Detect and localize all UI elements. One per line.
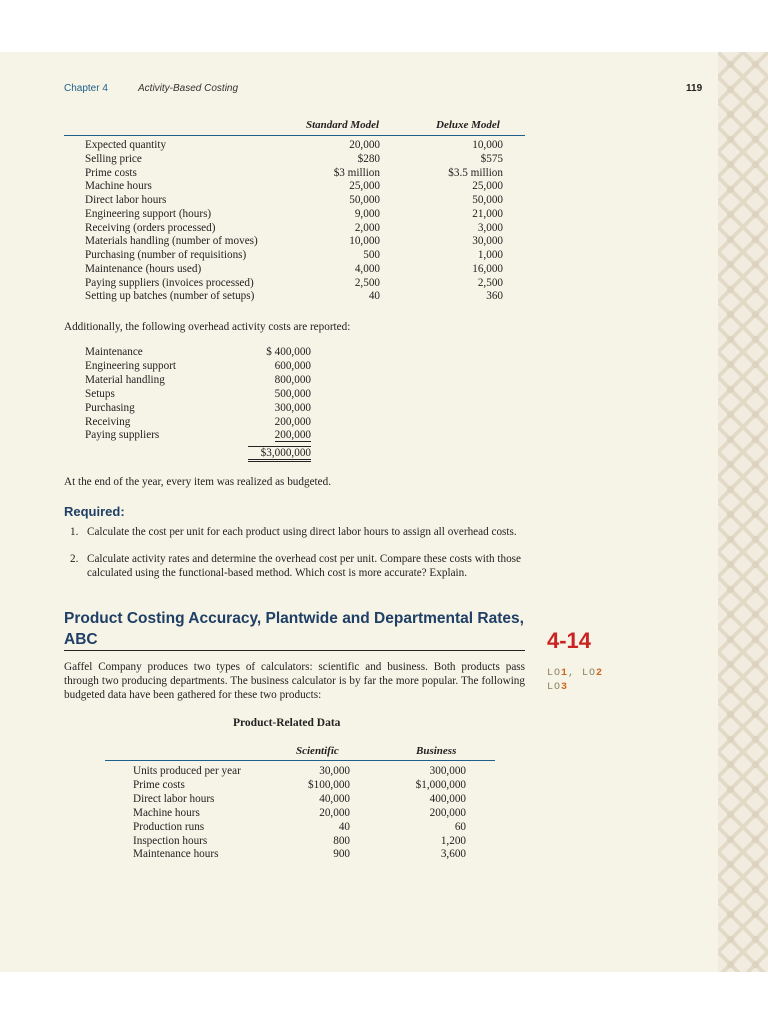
table-header-rule: [105, 760, 495, 761]
table-title: Product-Related Data: [233, 717, 341, 729]
learning-objectives-line-2: [547, 682, 568, 693]
overhead-label: Engineering support: [85, 359, 177, 372]
table-row: [85, 249, 505, 263]
overhead-row: [85, 346, 311, 360]
overhead-value: 800,000: [274, 373, 311, 386]
overhead-label: Maintenance: [85, 346, 143, 358]
table-row: [85, 194, 505, 208]
table-row: [85, 180, 505, 194]
required-item-text: Calculate the cost per unit for each product using direct labor hours to assign all overhead costs.: [87, 526, 517, 538]
required-item-2: [70, 552, 520, 594]
table-row: [133, 793, 468, 807]
overhead-total: $3,000,000: [248, 446, 311, 462]
required-item-text: Calculate activity rates and determine the overhead cost per unit. Compare these costs with those calculated using the functional-based method. Which cost is more accurate? Explain.: [87, 553, 521, 579]
required-item-1: [70, 525, 520, 553]
table-row: [85, 290, 505, 304]
overhead-value: $ 400,000: [266, 346, 311, 358]
row-label: Expected quantity: [85, 139, 167, 151]
row-label: Maintenance (hours used): [85, 262, 202, 275]
scientific-value: 800: [333, 834, 350, 847]
row-label: Machine hours: [85, 180, 152, 193]
overhead-row: [85, 429, 311, 443]
column-header-scientific: Scientific: [296, 745, 339, 757]
problem-number: 4-14: [547, 628, 592, 653]
row-label: Receiving (orders processed): [85, 221, 216, 234]
standard-value: $3 million: [333, 166, 380, 179]
deluxe-value: $575: [480, 152, 503, 165]
business-value: 400,000: [429, 792, 466, 805]
row-label: Selling price: [85, 152, 142, 165]
lo-prefix: LO: [547, 668, 562, 679]
overhead-label: Purchasing: [85, 401, 135, 414]
table-row: [133, 779, 468, 793]
book-page: [0, 52, 768, 972]
standard-value: $280: [357, 152, 380, 165]
learning-objectives-line-1: [547, 668, 603, 679]
column-header-business: Business: [416, 745, 457, 757]
table-row: [133, 765, 468, 779]
overhead-label: Receiving: [85, 415, 131, 428]
standard-value: 500: [363, 249, 380, 261]
table-row: [85, 222, 505, 236]
overhead-label: Paying suppliers: [85, 429, 160, 442]
required-item-number: 1.: [70, 526, 79, 538]
column-header-standard: Standard Model: [306, 119, 380, 131]
lo-number: 2: [596, 668, 604, 679]
table-row: [133, 807, 468, 821]
scientific-value: 900: [333, 848, 350, 861]
overhead-row: [85, 374, 311, 388]
scientific-value: 40: [338, 820, 350, 833]
scientific-value: 30,000: [319, 765, 350, 777]
deluxe-value: 30,000: [472, 235, 503, 248]
overhead-value: 200,000: [274, 429, 311, 442]
deluxe-value: 50,000: [472, 194, 503, 206]
row-label: Units produced per year: [133, 765, 241, 777]
row-label: Engineering support (hours): [85, 207, 212, 220]
table-row: [85, 153, 505, 167]
page-number: 119: [686, 83, 703, 94]
table-row: [85, 167, 505, 181]
required-heading: Required:: [64, 504, 125, 519]
scientific-value: 20,000: [319, 806, 350, 819]
standard-value: 25,000: [349, 180, 380, 193]
deluxe-value: 21,000: [472, 207, 503, 220]
standard-value: 2,000: [354, 221, 380, 234]
scientific-value: 40,000: [319, 792, 350, 805]
row-label: Prime costs: [133, 778, 185, 791]
additionally-paragraph: Additionally, the following overhead activity costs are reported:: [64, 321, 351, 333]
overhead-value: 200,000: [274, 415, 311, 428]
row-label: Setting up batches (number of setups): [85, 290, 255, 303]
deluxe-value: 16,000: [472, 262, 503, 275]
problem-title-rule: [64, 650, 525, 651]
standard-value: 20,000: [349, 139, 380, 151]
problem-paragraph: Gaffel Company produces two types of calculators: scientific and business. Both products pass through two producing departments. The business calculator is by far the more popular. The following budgeted data have been gathered for these two products:: [64, 661, 525, 701]
deluxe-value: 3,000: [477, 221, 503, 234]
lo-separator: , LO: [568, 668, 597, 679]
lo-prefix: LO: [547, 682, 562, 693]
table-row: [133, 821, 468, 835]
table-row: [85, 263, 505, 277]
overhead-label: Setups: [85, 387, 115, 400]
row-label: Maintenance hours: [133, 848, 219, 861]
business-value: 200,000: [429, 806, 466, 819]
overhead-value: 300,000: [274, 401, 311, 414]
table-header-rule: [64, 135, 525, 136]
overhead-row: [85, 388, 311, 402]
table-row: [85, 208, 505, 222]
chapter-title: Activity-Based Costing: [138, 83, 239, 94]
row-label: Production runs: [133, 820, 205, 833]
decorative-border-pattern: [718, 52, 768, 972]
overhead-row: [85, 360, 311, 374]
chapter-label: Chapter 4: [64, 83, 108, 94]
table-row: [133, 848, 468, 862]
table-row: [85, 235, 505, 249]
overhead-row: [85, 416, 311, 430]
budget-paragraph: At the end of the year, every item was realized as budgeted.: [64, 476, 332, 488]
lo-number: 1: [561, 668, 569, 679]
table-row: [133, 835, 468, 849]
business-value: 60: [454, 820, 466, 833]
deluxe-value: 10,000: [472, 139, 503, 151]
row-label: Paying suppliers (invoices processed): [85, 276, 254, 289]
overhead-label: Material handling: [85, 373, 165, 386]
deluxe-value: 25,000: [472, 180, 503, 193]
standard-value: 4,000: [354, 262, 380, 275]
standard-value: 10,000: [349, 235, 380, 248]
deluxe-value: 2,500: [477, 276, 503, 289]
standard-value: 2,500: [354, 276, 380, 289]
required-item-number: 2.: [70, 553, 79, 565]
row-label: Prime costs: [85, 166, 137, 179]
business-value: $1,000,000: [415, 778, 466, 791]
row-label: Machine hours: [133, 806, 200, 819]
standard-value: 50,000: [349, 194, 380, 206]
overhead-value: 600,000: [274, 359, 311, 372]
standard-value: 40: [368, 290, 380, 303]
standard-value: 9,000: [354, 207, 380, 220]
table-row: [85, 139, 505, 153]
deluxe-value: $3.5 million: [448, 166, 503, 179]
table-row: [85, 277, 505, 291]
business-value: 3,600: [440, 848, 466, 861]
lo-number: 3: [561, 682, 569, 693]
business-value: 1,200: [440, 834, 466, 847]
business-value: 300,000: [429, 765, 466, 777]
problem-title: Product Costing Accuracy, Plantwide and Departmental Rates, ABC: [64, 610, 524, 648]
deluxe-value: 1,000: [477, 249, 503, 261]
row-label: Materials handling (number of moves): [85, 235, 258, 248]
row-label: Direct labor hours: [133, 792, 215, 805]
scientific-value: $100,000: [308, 778, 350, 791]
overhead-value: 500,000: [274, 387, 311, 400]
overhead-row: [85, 402, 311, 416]
row-label: Purchasing (number of requisitions): [85, 249, 247, 261]
column-header-deluxe: Deluxe Model: [436, 119, 500, 131]
deluxe-value: 360: [486, 290, 503, 303]
row-label: Inspection hours: [133, 834, 208, 847]
row-label: Direct labor hours: [85, 194, 167, 206]
